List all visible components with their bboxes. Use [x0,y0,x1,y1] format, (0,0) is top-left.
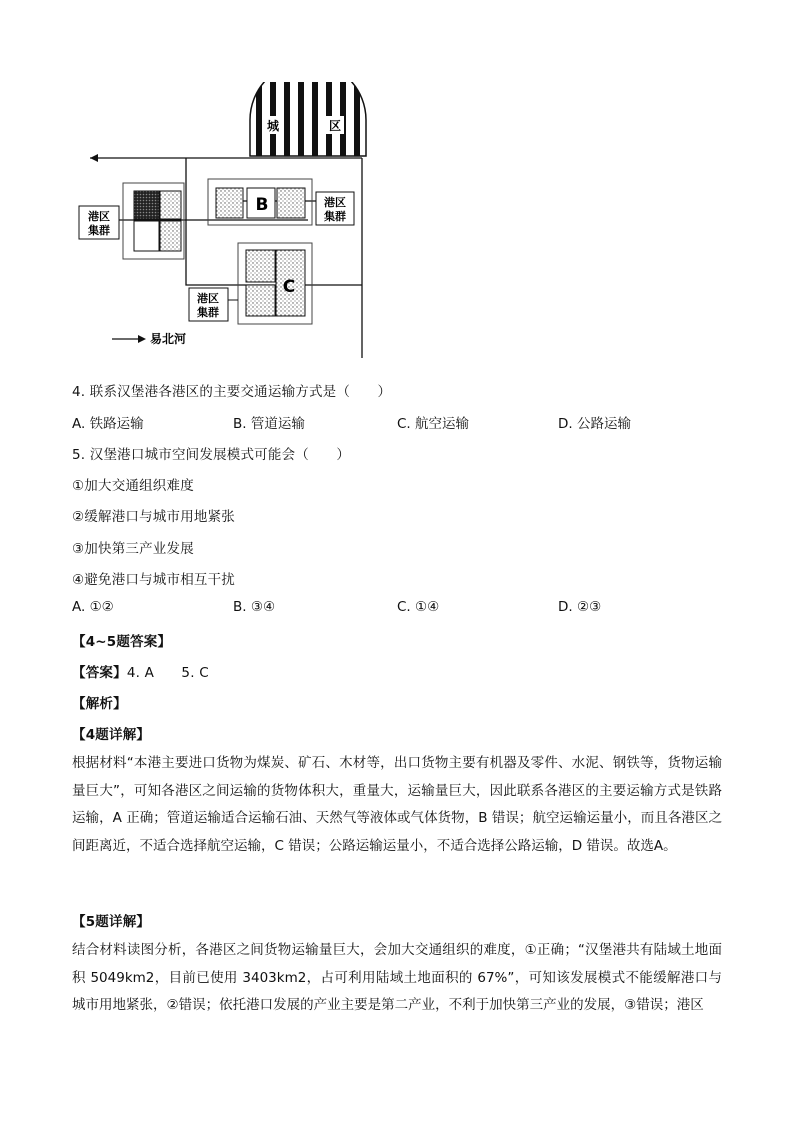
q4-option-a: A. 铁路运输 [72,416,144,432]
svg-text:港区: 港区 [324,196,346,209]
block-c-label: C [282,277,296,297]
port-cluster-left [123,183,184,259]
answer-line: 【答案】4. A 5. C [72,665,209,681]
answer-header: 【4~5题答案】 [72,634,172,650]
city-label-1: 城 [266,119,280,133]
cluster-label-bottom [189,288,238,321]
q5-option-b: B. ③④ [233,599,276,615]
svg-text:集群: 集群 [197,306,219,319]
q5-item-1: ①加大交通组织难度 [72,478,194,494]
port-layout-diagram [76,82,396,362]
detail5-header: 【5题详解】 [72,914,151,930]
svg-text:集群: 集群 [88,224,110,237]
svg-text:港区: 港区 [88,210,110,223]
q5-item-3: ③加快第三产业发展 [72,541,194,557]
detail4-text: 根据材料“本港主要进口货物为煤炭、矿石、木材等，出口货物主要有机器及零件、水泥、钢铁等，货物运输量巨大”，可知各港区之间运输的货物体积大，重量大，运输量巨大，因此联系各港区的主要运输方式是铁路运输，A 正确；管道运输适合运输石油、天然气等液体或气体货物，B 错误；航空运输运量小，而且各港区之间距离近，不适合选择航空运输，C 错误；公路运输运量小，不适合选择公路运输，D 错误。故选A。 [72,755,722,854]
q5-item-4: ④避免港口与城市相互干扰 [72,572,236,588]
cluster-label-right [316,192,354,225]
q4-stem: 4. 联系汉堡港各港区的主要交通运输方式是（ ） [72,384,392,400]
svg-text:港区: 港区 [197,292,219,305]
block-b-label: B [255,195,269,215]
q4-option-d: D. 公路运输 [558,416,631,432]
port-cluster-b [208,179,312,225]
arrow-right-icon [138,335,146,343]
q4-option-b: B. 管道运输 [233,416,305,432]
q5-item-2: ②缓解港口与城市用地紧张 [72,509,236,525]
q5-stem: 5. 汉堡港口城市空间发展模式可能会（ ） [72,447,351,463]
detail4-header: 【4题详解】 [72,727,151,743]
river-label: 易北河 [150,332,187,346]
svg-text:集群: 集群 [324,210,346,223]
analysis-header: 【解析】 [72,696,127,712]
city-label-2: 区 [328,119,342,133]
q4-option-c: C. 航空运输 [397,416,470,432]
q5-option-a: A. ①② [72,599,114,615]
port-cluster-c [238,243,312,324]
q5-option-d: D. ②③ [558,599,602,615]
river-legend [112,331,186,346]
detail5-text: 结合材料读图分析，各港区之间货物运输量巨大，会加大交通组织的难度，①正确；“汉堡港共有陆域土地面积 5049km2，目前已使用 3403km2，占可利用陆域土地面积的 67%”，可知该发展模式不能缓解港口与城市用地紧张，②错误；依托港口发展的产业主要是第二产业，不利于加快第三产业的发展，③错误；港区 [72,942,722,1013]
q5-option-c: C. ①④ [397,599,440,615]
city-area [250,82,366,162]
cluster-label-left [79,206,119,239]
arrow-left-icon [90,154,98,162]
